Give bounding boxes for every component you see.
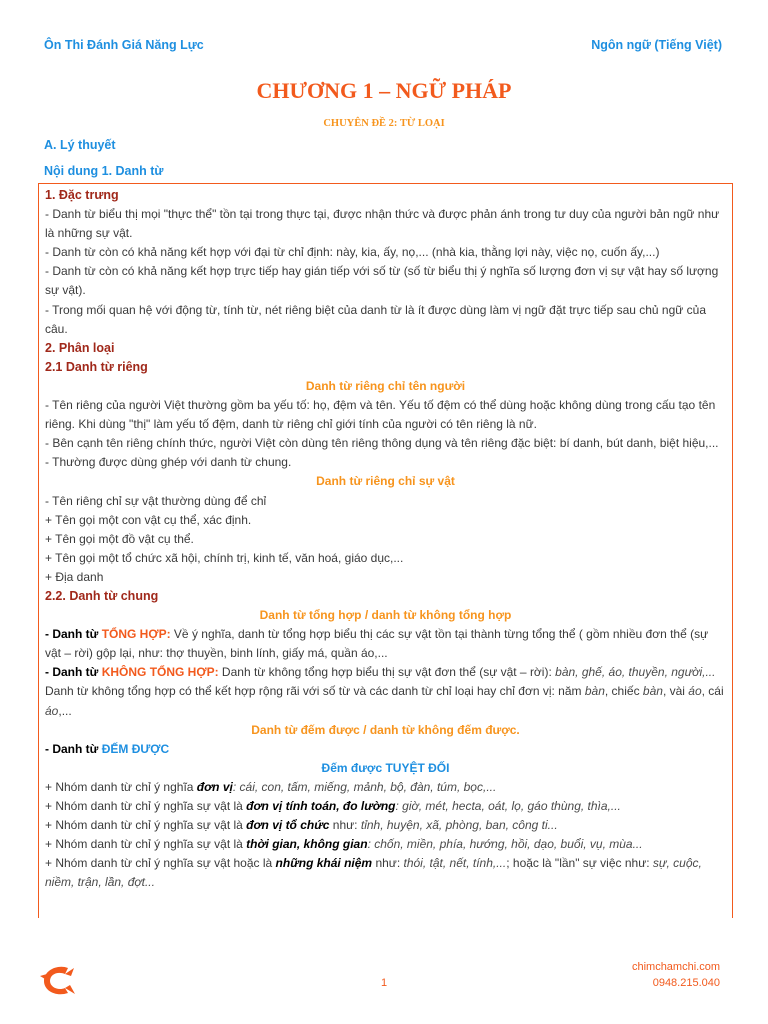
body-text: ,...	[58, 703, 72, 718]
subheading-thing-names: Danh từ riêng chỉ sự vật	[316, 474, 455, 489]
example-text: bàn	[642, 684, 663, 699]
example-text: : giờ, mét, hecta, oát, lọ, gáo thùng, thìa,...	[395, 799, 621, 813]
heading-common-nouns: 2.2. Danh từ chung	[45, 588, 159, 603]
body-text: , chiếc	[604, 684, 643, 699]
paragraph-non-collective	[45, 663, 726, 720]
example-text: tỉnh, huyện, xã, phòng, ban, công ti...	[360, 818, 558, 833]
body-text: Về ý nghĩa, danh từ tổng hợp biểu thị các sự vật tồn tại thành từng tổng thể ( gồm nhiều đơn thể (sự vật – rời) gộp lại, như: thợ thuyền, binh lính, giấy má, quần áo,...	[45, 627, 709, 661]
list-item	[45, 778, 726, 797]
example-text: : cái, con, tấm, miếng, mảnh, bộ, đàn, túm, bọc,...	[232, 779, 497, 794]
list-item: + Tên gọi một đồ vật cụ thể.	[45, 531, 194, 546]
page-number: 1	[380, 977, 388, 989]
highlight: thời gian, không gian	[246, 837, 368, 852]
topic-title: CHUYÊN ĐỀ 2: TỪ LOẠI	[323, 118, 445, 129]
paragraph-countable	[45, 740, 726, 759]
list-item	[45, 854, 726, 892]
list-item	[45, 835, 726, 854]
subheading-person-names: Danh từ riêng chỉ tên người	[305, 378, 466, 393]
paragraph: - Danh từ biểu thị mọi "thực thể" tồn tại trong thực tại, được nhận thức và được phản ánh trong tư duy của người bản ngữ như là những sự vật.	[45, 207, 720, 241]
header-right-title: Ngôn ngữ (Tiếng Việt)	[591, 38, 722, 52]
example-text: áo	[688, 684, 702, 699]
body-text: + Nhóm danh từ chỉ ý nghĩa sự vật hoặc là	[45, 856, 276, 871]
body-text: + Nhóm danh từ chỉ ý nghĩa	[45, 779, 197, 794]
content-box	[38, 183, 733, 918]
example-text: bàn	[584, 684, 605, 699]
example-text: bàn, ghế, áo, thuyền, người,...	[555, 665, 716, 680]
list-item: + Tên gọi một con vật cụ thể, xác định.	[45, 512, 252, 527]
paragraph: - Danh từ còn có khả năng kết hợp với đại từ chỉ định: này, kia, ấy, nọ,... (nhà kia, thằng lợi này, việc nọ, cuốn ấy,...)	[45, 245, 660, 260]
subheading-absolute-countable: Đếm được TUYỆT ĐỐI	[321, 760, 450, 775]
highlight: đơn vị	[196, 779, 233, 794]
footer-website[interactable]: chimchamchi.com	[631, 961, 720, 973]
example-text: thói, tật, nết, tính,...	[403, 856, 507, 871]
paragraph: - Tên riêng của người Việt thường gồm ba yếu tố: họ, đệm và tên. Yếu tố đệm có thể dùng hoặc không dùng trong cấu tạo tên riêng. Khi dùng "thị" làm yếu tố đệm, danh từ riêng chỉ giới tính của người có tên riêng là nữ.	[45, 398, 716, 432]
lead-text: - Danh từ	[45, 741, 102, 756]
keyword: KHÔNG TỔNG HỢP:	[101, 665, 219, 680]
heading-proper-nouns: 2.1 Danh từ riêng	[45, 359, 148, 374]
subheading-collective-nouns: Danh từ tổng hợp / danh từ không tổng hợp	[259, 608, 512, 623]
keyword: ĐẾM ĐƯỢC	[101, 741, 170, 756]
keyword: TỔNG HỢP:	[101, 627, 171, 642]
body-text: + Nhóm danh từ chỉ ý nghĩa sự vật là	[45, 799, 247, 813]
paragraph: - Thường được dùng ghép với danh từ chung.	[45, 455, 292, 470]
paragraph: - Bên cạnh tên riêng chính thức, người Việt còn dùng tên riêng thông dụng và tên riêng đặc biệt: bí danh, bút danh, biệt hiệu,...	[45, 436, 719, 451]
paragraph-collective	[45, 625, 726, 663]
body-text: , vài	[662, 684, 689, 699]
example-text: sự, cuộc, niềm, trận, lần, đợt...	[45, 856, 702, 890]
list-item: + Địa danh	[45, 569, 104, 584]
paragraph: - Danh từ còn có khả năng kết hợp trực tiếp hay gián tiếp với số từ (số từ biểu thị ý nghĩa số lượng đơn vị sự vật hay số lượng sự vật).	[45, 264, 719, 298]
heading-classification: 2. Phân loại	[45, 340, 115, 355]
body-text: Danh từ không tổng hợp biểu thị sự vật đơn thể (sự vật – rời):	[218, 665, 556, 680]
list-item: + Tên gọi một tổ chức xã hội, chính trị, kinh tế, văn hoá, giáo dục,...	[45, 550, 404, 565]
highlight: đơn vị tổ chức	[246, 818, 330, 833]
paragraph: - Tên riêng chỉ sự vật thường dùng để chỉ	[45, 493, 267, 508]
content-heading: Nội dung 1. Danh từ	[44, 164, 164, 178]
subheading-countable: Danh từ đếm được / danh từ không đếm được.	[251, 722, 520, 737]
body-text: + Nhóm danh từ chỉ ý nghĩa sự vật là	[45, 818, 247, 833]
header-left-title: Ôn Thi Đánh Giá Năng Lực	[44, 38, 204, 52]
body-text: Danh từ không tổng hợp có thể kết hợp rộng rãi với số từ và các danh từ chỉ loại hay chỉ đơn vị: năm	[45, 684, 585, 699]
chapter-title: CHƯƠNG 1 – NGỮ PHÁP	[256, 78, 512, 103]
example-text: : chốn, miền, phía, hướng, hồi, dạo, buổi, vụ, mùa...	[367, 837, 643, 852]
heading-characteristics: 1. Đặc trưng	[45, 188, 119, 202]
footer-phone: 0948.215.040	[652, 977, 720, 989]
list-item	[45, 816, 726, 835]
body-text: + Nhóm danh từ chỉ ý nghĩa sự vật là	[45, 837, 247, 852]
list-item	[45, 797, 726, 816]
example-text: áo	[45, 703, 59, 718]
paragraph: - Trong mối quan hệ với động từ, tính từ, nét riêng biệt của danh từ là ít được dùng làm vị ngữ đặt trực tiếp sau chủ ngữ của câu.	[45, 302, 706, 336]
section-a-heading: A. Lý thuyết	[44, 138, 116, 152]
body-text: như:	[372, 856, 404, 871]
lead-text: - Danh từ	[45, 627, 102, 642]
body-text: ; hoặc là "lần" sự việc như:	[506, 856, 653, 871]
highlight: những khái niệm	[275, 856, 373, 871]
highlight: đơn vị tính toán, đo lường	[246, 799, 396, 813]
lead-text: - Danh từ	[45, 665, 102, 680]
body-text: , cái	[701, 684, 724, 699]
body-text: như:	[329, 818, 361, 833]
